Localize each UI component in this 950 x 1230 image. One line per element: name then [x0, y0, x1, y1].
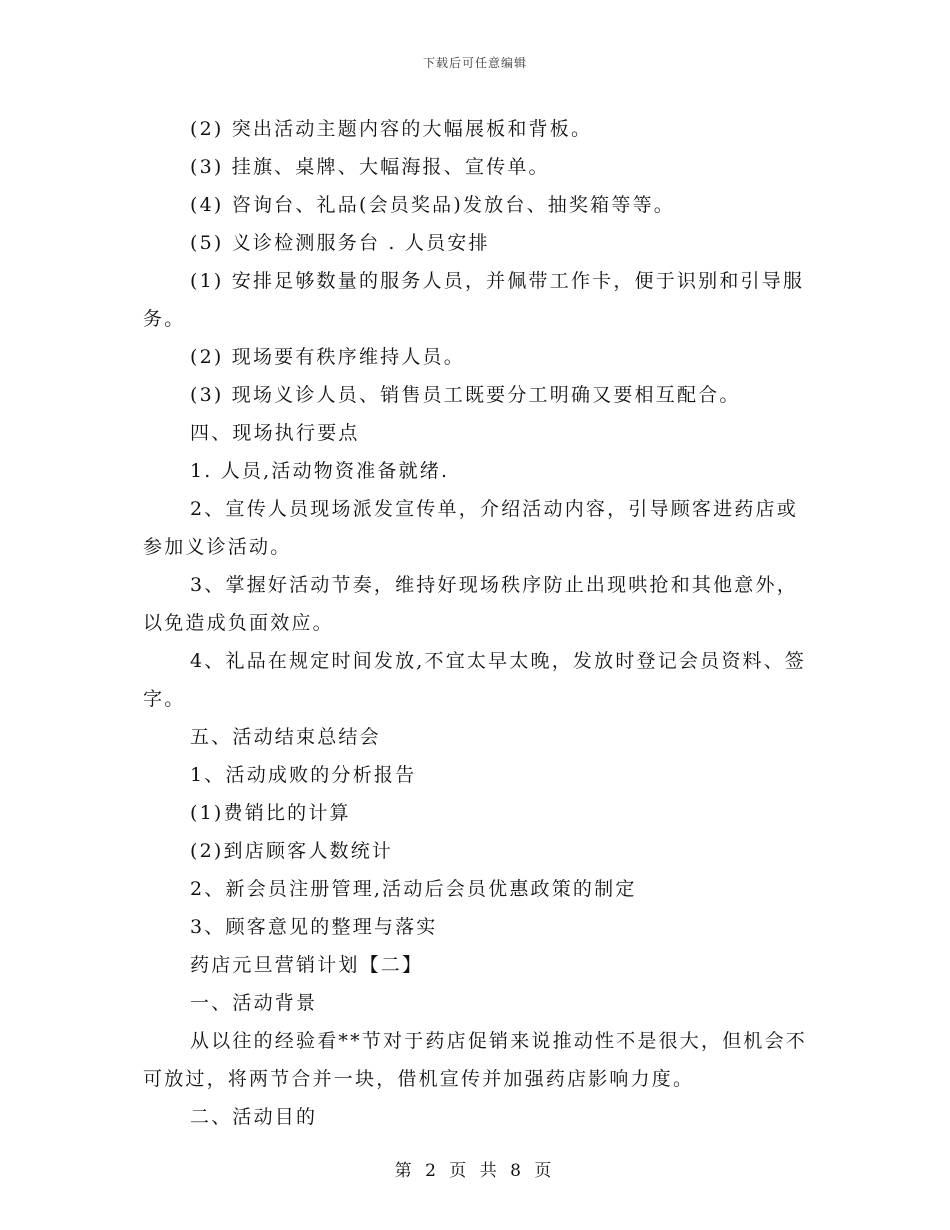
paragraph: (2) 现场要有秩序维持人员。 [190, 346, 465, 368]
paragraph: 从以往的经验看**节对于药店促销来说推动性不是很大，但机会不可放过，将两节合并一块，借机宣传并加强药店影响力度。 [143, 1030, 808, 1090]
paragraph: 4、礼品在规定时间发放,不宜太早太晚，发放时登记会员资料、签字。 [143, 650, 807, 710]
section-heading: 一、活动背景 [190, 992, 318, 1014]
section-heading: 二、活动目的 [190, 1106, 318, 1128]
document-body [143, 110, 813, 1136]
page-header: 下载后可任意编辑 [422, 56, 527, 70]
paragraph: (4) 咨询台、礼品(会员奖品)发放台、抽奖箱等等。 [190, 194, 675, 216]
section-heading: 五、活动结束总结会 [190, 726, 381, 748]
page-footer: 第 2 页 共 8 页 [394, 1161, 556, 1181]
paragraph: (1) 安排足够数量的服务人员，并佩带工作卡，便于识别和引导服务。 [143, 270, 805, 330]
paragraph: (3) 挂旗、桌牌、大幅海报、宣传单。 [190, 156, 550, 178]
paragraph: (2)到店顾客人数统计 [190, 840, 394, 862]
paragraph: 1. 人员,活动物资准备就绪. [190, 460, 450, 482]
paragraph: (2) 突出活动主题内容的大幅展板和背板。 [190, 118, 593, 140]
paragraph: 1、活动成败的分析报告 [190, 764, 417, 786]
paragraph: 3、顾客意见的整理与落实 [190, 916, 438, 938]
paragraph: 2、新会员注册管理,活动后会员优惠政策的制定 [190, 878, 637, 900]
paragraph: 2、宣传人员现场派发宣传单，介绍活动内容，引导顾客进药店或参加义诊活动。 [143, 498, 798, 558]
paragraph: (3) 现场义诊人员、销售员工既要分工明确又要相互配合。 [190, 384, 741, 406]
document-subtitle: 药店元旦营销计划【二】 [190, 954, 424, 976]
section-heading: 四、现场执行要点 [190, 422, 360, 444]
paragraph: (5) 义诊检测服务台 . 人员安排 [190, 232, 490, 254]
paragraph: 3、掌握好活动节奏，维持好现场秩序防止出现哄抢和其他意外，以免造成负面效应。 [143, 574, 798, 634]
paragraph: (1)费销比的计算 [190, 802, 351, 824]
